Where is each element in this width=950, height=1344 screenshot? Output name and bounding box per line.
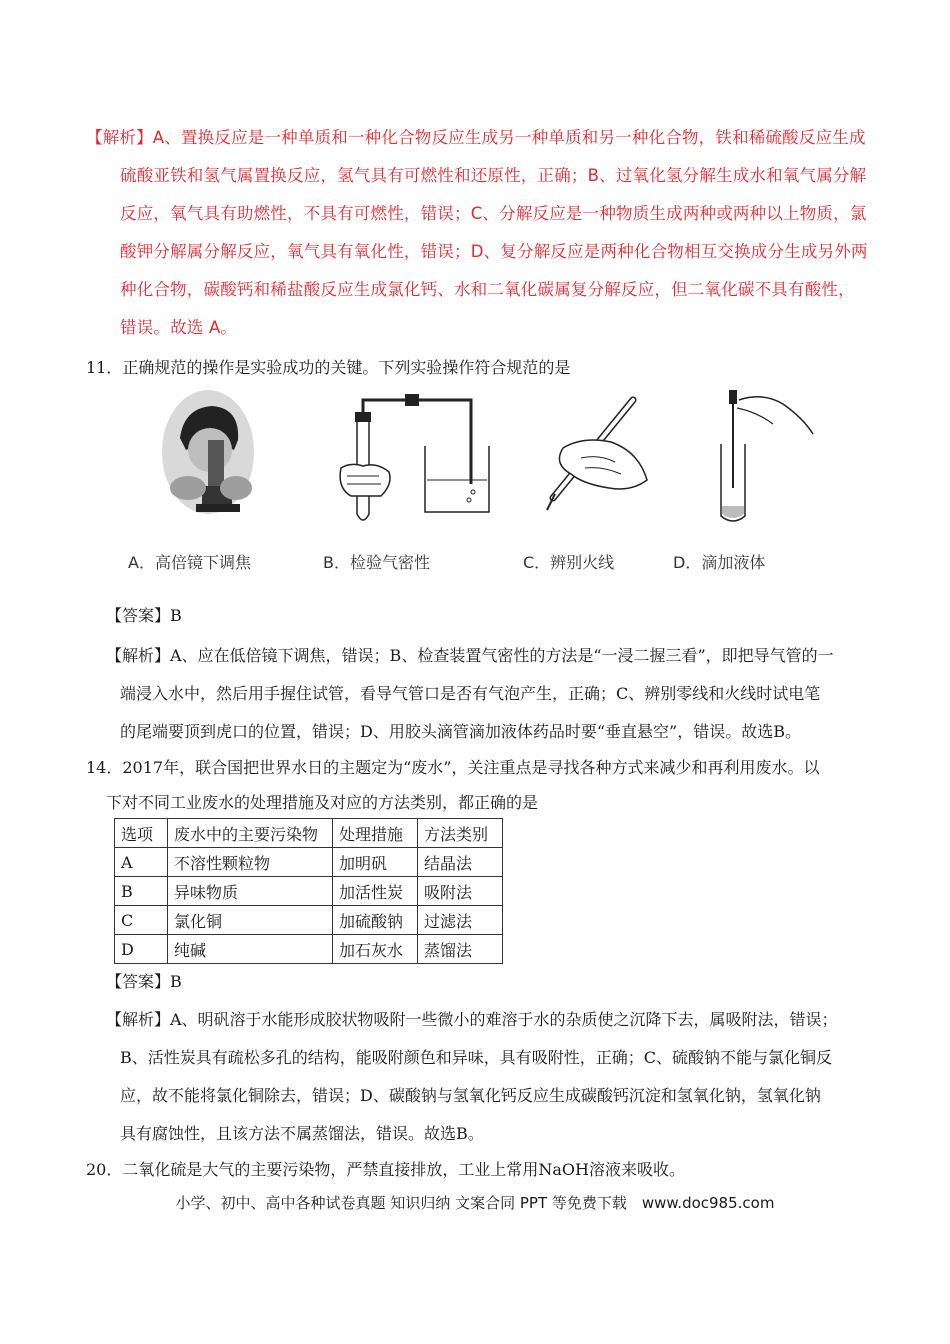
table-cell: A — [115, 848, 168, 877]
page-footer: 小学、初中、高中各种试卷真题 知识归纳 文案合同 PPT 等免费下载 www.doc985.com — [175, 1194, 775, 1212]
table-cell: 吸附法 — [418, 877, 503, 906]
table-header-cell: 选项 — [115, 819, 168, 848]
question-14-analysis-line-1: 【解析】A、明矾溶于水能形成胶状物吸附一些微小的难溶于水的杂质使之沉降下去，属吸附法，错误； — [106, 1010, 838, 1029]
table-row — [115, 848, 503, 877]
question-14-analysis-line-2: B、活性炭具有疏松多孔的结构，能吸附颜色和异味，具有吸附性，正确；C、硫酸钠不能与氯化铜反 — [120, 1048, 833, 1067]
figure-d — [673, 388, 823, 573]
question-20-stem: 20．二氧化硫是大气的主要污染物，严禁直接排放，工业上常用NaOH溶液来吸收。 — [86, 1160, 685, 1179]
table-header-cell: 废水中的主要污染物 — [168, 819, 333, 848]
test-pencil-hand-icon — [523, 388, 683, 538]
table-cell: 加石灰水 — [333, 935, 418, 964]
analysis-10-line-2: 硫酸亚铁和氢气属置换反应，氢气具有可燃性和还原性，正确；B、过氧化氢分解生成水和氧气属分解 — [120, 166, 867, 185]
table-cell: D — [115, 935, 168, 964]
question-14-answer: 【答案】B — [106, 972, 182, 991]
question-14-stem-line-1: 14．2017年，联合国把世界水日的主题定为“废水”，关注重点是寻找各种方式来减少和再利用废水。以 — [86, 758, 820, 777]
dropper-test-tube-icon — [673, 388, 823, 538]
question-14-analysis-line-3: 应，故不能将氯化铜除去，错误；D、碳酸钠与氢氧化钙反应生成碳酸钙沉淀和氢氧化钠，氢氧化钠 — [120, 1086, 821, 1105]
table-cell: 加明矾 — [333, 848, 418, 877]
question-14-analysis-line-4: 具有腐蚀性，且该方法不属蒸馏法，错误。故选B。 — [120, 1124, 484, 1143]
analysis-10-line-5: 种化合物，碳酸钙和稀盐酸反应生成氯化钙、水和二氧化碳属复分解反应，但二氧化碳不具有酸性， — [120, 280, 855, 299]
table-cell: 蒸馏法 — [418, 935, 503, 964]
airtightness-apparatus-icon — [323, 388, 493, 538]
question-11-stem: 11．正确规范的操作是实验成功的关键。下列实验操作符合规范的是 — [86, 358, 571, 377]
figure-a — [128, 388, 298, 573]
figure-b — [323, 388, 493, 573]
table-cell: 过滤法 — [418, 906, 503, 935]
table-cell: 加活性炭 — [333, 877, 418, 906]
table-header-row — [115, 819, 503, 848]
table-cell: 结晶法 — [418, 848, 503, 877]
table-header-cell: 方法类别 — [418, 819, 503, 848]
table-row — [115, 906, 503, 935]
question-11-figures — [128, 388, 828, 573]
caption-b: B．检验气密性 — [323, 553, 430, 572]
analysis-10-line-3: 反应，氧气具有助燃性，不具有可燃性，错误；C、分解反应是一种物质生成两种或两种以上物质，氯 — [120, 204, 867, 223]
table-cell: 异味物质 — [168, 877, 333, 906]
table-cell: 纯碱 — [168, 935, 333, 964]
table-cell: 氯化铜 — [168, 906, 333, 935]
table-cell: 加硫酸钠 — [333, 906, 418, 935]
microscope-icon — [128, 388, 298, 538]
table-row — [115, 935, 503, 964]
caption-a: A．高倍镜下调焦 — [128, 553, 251, 572]
analysis-10-line-4: 酸钾分解属分解反应，氧气具有氧化性，错误；D、复分解反应是两种化合物相互交换成分生成另外两 — [120, 242, 868, 261]
figure-c — [523, 388, 683, 573]
wastewater-table — [114, 818, 503, 964]
caption-c: C．辨别火线 — [523, 553, 615, 572]
table-row — [115, 877, 503, 906]
question-11-analysis-line-1: 【解析】A、应在低倍镜下调焦，错误；B、检查装置气密性的方法是“一浸二握三看”，即把导气管的一 — [106, 646, 834, 665]
analysis-10-line-1: 【解析】A、置换反应是一种单质和一种化合物反应生成另一种单质和另一种化合物，铁和稀硫酸反应生成 — [86, 128, 866, 147]
caption-d: D．滴加液体 — [673, 553, 766, 572]
table-cell: B — [115, 877, 168, 906]
question-14-stem-line-2: 下对不同工业废水的处理措施及对应的方法类别，都正确的是 — [106, 793, 539, 812]
table-cell: C — [115, 906, 168, 935]
question-11-analysis-line-3: 的尾端要顶到虎口的位置，错误；D、用胶头滴管滴加液体药品时要“垂直悬空”，错误。故选B。 — [120, 722, 801, 741]
analysis-10-line-6: 错误。故选 A。 — [120, 318, 238, 337]
table-cell: 不溶性颗粒物 — [168, 848, 333, 877]
question-11-analysis-line-2: 端浸入水中，然后用手握住试管，看导气管口是否有气泡产生，正确；C、辨别零线和火线时试电笔 — [120, 684, 821, 703]
table-header-cell: 处理措施 — [333, 819, 418, 848]
question-11-answer: 【答案】B — [106, 606, 182, 625]
